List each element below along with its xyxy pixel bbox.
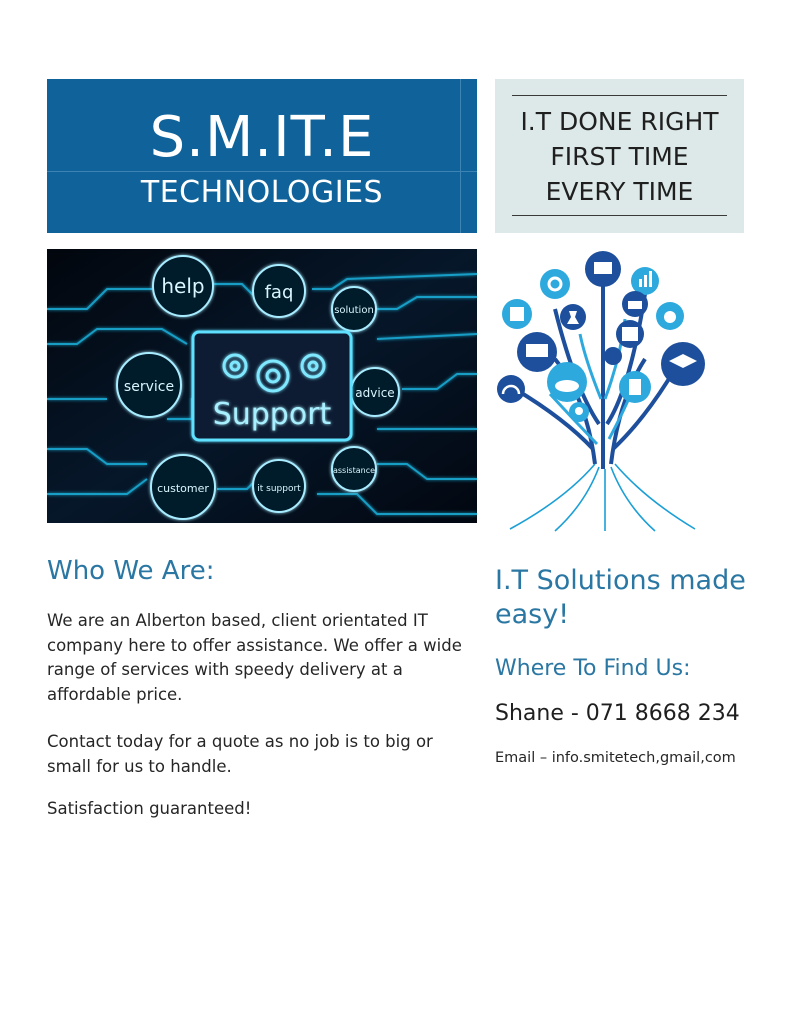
about-paragraph: We are an Alberton based, client orientated IT company here to offer assistance. We offer a wide range of services with speedy delivery at a affordable price.	[47, 611, 462, 704]
customer-label: customer	[157, 482, 209, 495]
tagline-bottom-rule	[512, 215, 727, 216]
faq-label: faq	[264, 282, 294, 303]
brand-name: S.M.IT.E	[149, 105, 375, 170]
support-label: Support	[212, 397, 332, 432]
gauge-icon	[497, 375, 525, 403]
tagline-top-rule	[512, 95, 727, 96]
tree-roots	[510, 464, 695, 531]
tagline-line-1: I.T DONE RIGHT	[520, 107, 719, 136]
tagline-line-2: FIRST TIME	[550, 142, 689, 171]
help-label: help	[161, 274, 205, 298]
brand-banner	[47, 79, 477, 233]
assistance-label: assistance	[332, 466, 376, 475]
who-we-are-heading: Who We Are:	[47, 556, 215, 586]
email-contact: Email – info.smitetech,gmail,com	[495, 750, 736, 766]
contact-paragraph: Contact today for a quote as no job is to big or small for us to handle.	[47, 732, 433, 776]
tech-tree-image	[495, 249, 715, 532]
banner-divider	[47, 171, 477, 172]
pen-icon	[604, 347, 622, 365]
tagline-line-3: EVERY TIME	[545, 177, 694, 206]
where-to-find-heading: Where To Find Us:	[495, 656, 691, 681]
phone-contact: Shane - 071 8668 234	[495, 701, 740, 726]
satisfaction-text: Satisfaction guaranteed!	[47, 799, 252, 818]
solution-label: solution	[334, 305, 374, 316]
tagline-box	[495, 79, 744, 233]
solutions-heading: I.T Solutions made easy!	[495, 565, 746, 630]
service-label: service	[123, 379, 175, 395]
advice-label: advice	[355, 386, 395, 400]
settings-icon	[540, 269, 570, 299]
support-network-image	[47, 249, 477, 523]
brand-subtitle: TECHNOLOGIES	[140, 175, 384, 210]
tagline-text	[495, 104, 744, 209]
it-support-label: it support	[257, 484, 301, 494]
